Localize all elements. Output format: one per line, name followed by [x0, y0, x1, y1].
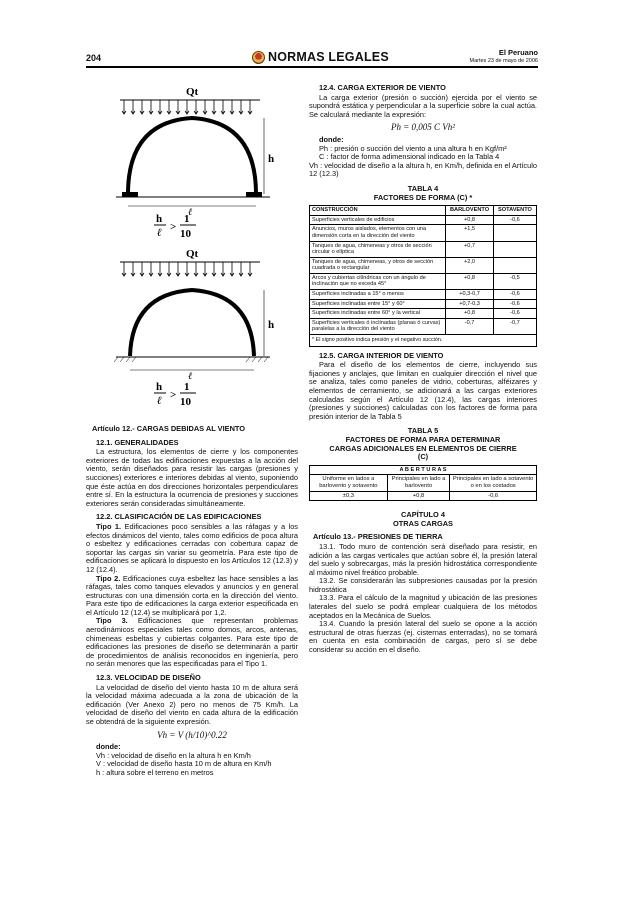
table-cell: +0,8 [446, 273, 494, 289]
table-cell: Superficies verticales ó inclinadas (planas ó curvas) paralelas a la dirección del viento [310, 318, 446, 334]
definition-h: h : altura sobre el terreno en metros [96, 767, 214, 777]
table-cell: Superficies inclinadas entre 60° y la vertical [310, 309, 446, 319]
ratio-rhs-numerator: 1 [184, 381, 190, 393]
paragraph-13-3: 13.3. Para el cálculo de la magnitud y ubicación de las presiones laterales del suelo se podrá emplear cualquiera de los métodos aceptados en la Mecánica de Suelos. [309, 593, 537, 620]
arch-diagram-1 [110, 84, 280, 242]
chapter-title: CAPÍTULO 4 [401, 510, 445, 520]
table-row [310, 241, 537, 257]
table-cell: -0,6 [493, 290, 536, 300]
definition-vh: Vh : velocidad de diseño a la altura h, en Km/h, definida en el Artículo 12 (12.3) [309, 160, 537, 179]
paragraph-13-1: 13.1. Todo muro de contención será diseñado para resistir, en adición a las cargas verticales que actúan sobre él, la presión lateral del suelo y sobrecargas, más la presión hidrostática correspondiente al máximo nivel freático probable. [309, 541, 537, 577]
paragraph-13-2: 13.2. Se considerarán las subpresiones causadas por la presión hidrostática [309, 576, 537, 594]
page-number: 204 [86, 53, 102, 63]
table-cell: Arcos y cubiertas cilíndricas con un ángulo de inclinación que no exceda 45° [310, 273, 446, 289]
table-cell: -0,7 [446, 318, 494, 334]
table-cell: +2,0 [446, 257, 494, 273]
ratio-rhs-denominator: 10 [180, 228, 191, 240]
table-row [310, 290, 537, 300]
tipo-2-label: Tipo 2. [96, 573, 121, 583]
table-4 [309, 205, 537, 335]
load-label: Qt [186, 86, 199, 98]
table-5-group-header: A B E R T U R A S [310, 465, 537, 475]
section-12-3-text: La velocidad de diseño del viento hasta 10 m de altura será la velocidad máxima adecuada a la zona de ubicación de la edificación (Ver Anexo 2) pero no menos de 75 Km/h. La velocidad de diseño del viento en cada altura de la edificación se obtendrá de la siguiente expresión. [86, 682, 298, 726]
left-column [86, 420, 298, 778]
table-4-header: BARLOVENTO [446, 206, 494, 216]
table-4-subtitle: FACTORES DE FORMA (C) * [373, 192, 473, 202]
right-column [309, 84, 537, 655]
tipo-1-text: Edificaciones poco sensibles a las ráfagas y a los efectos dinámicos del viento, tales como edificios de poca altura o esbeltez y edificaciones cerradas con cobertura capaz de soportar las cargas sin variar su geometría. Para este tipo de edificaciones se aplicará lo dispuesto en los Artículos 12 (12.3) y 12 (12.4). [86, 521, 299, 574]
tipo-3-paragraph [86, 617, 298, 669]
section-12-4-text: La carga exterior (presión o succión) ejercida por el viento se supondrá estática y perpendicular a la superficie sobre la cual actúa. Se calculará mediante la expresión: [309, 92, 537, 119]
arch-diagram-2 [110, 244, 280, 412]
table-cell: -0,6 [493, 299, 536, 309]
table-cell: +0,3-0,7 [446, 290, 494, 300]
pressure-formula: Ph = 0,005 C Vh² [390, 122, 456, 133]
page-header [86, 48, 538, 68]
paragraph-13-4: 13.4. Cuando la presión lateral del suelo se opone a la acción estructural de otras fuerzas (ej. cisternas enterradas), no se tomará en cuenta en esta combinación de cargas, pero sí se debe considerar su acción en el diseño. [309, 619, 537, 655]
table-cell: +0,8 [446, 215, 494, 225]
section-12-2-title: 12.2. CLASIFICACIÓN DE LAS EDIFICACIONES [96, 512, 262, 522]
section-12-5-title: 12.5. CARGA INTERIOR DE VIENTO [319, 350, 444, 360]
section-12-4-title: 12.4. CARGA EXTERIOR DE VIENTO [319, 83, 446, 92]
span-label: ℓ [188, 371, 193, 382]
chapter-subtitle: OTRAS CARGAS [393, 518, 453, 528]
table-4-note: * El signo positivo indica presión y el negativo succión. [309, 335, 537, 347]
section-12-1-title: 12.1. GENERALIDADES [96, 437, 179, 447]
ratio-denominator: ℓ [157, 395, 162, 407]
issue-date: Martes 23 de mayo de 2006 [469, 58, 538, 64]
table-5-header: Principales en lado a sotavento o en los costados [450, 475, 537, 491]
velocity-formula: Vh = V (h/10)^0.22 [157, 729, 227, 740]
height-label: h [268, 319, 275, 331]
article-12-title: Artículo 12.- CARGAS DEBIDAS AL VIENTO [92, 424, 246, 433]
section-12-1-text: La estructura, los elementos de cierre y los componentes exteriores de todas las edificaciones expuestas a la acción del viento, serán diseñados para resistir las cargas (presiones y succiones) exteriores e interiores debidas al viento, suponiendo que éste actúa en dos direcciones horizontales perpendiculares entre sí. En la estructura la ocurrencia de presiones y succiones exteriores serán consideradas simultáneamente. [86, 447, 298, 508]
span-label: ℓ [188, 207, 193, 218]
table-cell [493, 241, 536, 257]
svg-text:>: > [170, 221, 177, 233]
section-title: NORMAS LEGALES [268, 50, 389, 64]
ratio-rhs-denominator: 10 [180, 396, 191, 408]
newspaper-logo [252, 50, 389, 64]
table-5-subtitle: FACTORES DE FORMA PARA DETERMINAR CARGAS ADICIONALES EN ELEMENTOS DE CIERRE (C) [329, 434, 517, 462]
tipo-1-paragraph [86, 523, 298, 575]
tipo-3-label: Tipo 3. [96, 616, 128, 626]
ratio-rhs-numerator: 1 [184, 213, 190, 225]
tipo-1-label: Tipo 1. [96, 521, 122, 531]
load-label: Qt [186, 248, 199, 260]
table-5-header: Uniforme en lados a barlovento y sotavento [310, 475, 388, 491]
table-cell: -0,6 [493, 309, 536, 319]
paper-name: El Peruano [498, 48, 538, 57]
tipo-3-text: Edificaciones que representan problemas aerodinámicos especiales tales como domos, arcos, antenas, chimeneas esbeltas y cubiertas colgantes. Para este tipo de edificaciones las presiones de diseño se determinarán a partir de procedimientos de análisis reconocidos en ingeniería, pero no serán menores que las especificadas para el Tipo 1. [86, 616, 298, 669]
article-13-title: Artículo 13.- PRESIONES DE TIERRA [313, 532, 443, 542]
tipo-2-paragraph [86, 575, 298, 618]
table-row [310, 318, 537, 334]
table-cell: +1,5 [446, 225, 494, 241]
table-row [310, 225, 537, 241]
table-row [310, 299, 537, 309]
ratio-numerator: h [156, 213, 163, 225]
table-4-header: SOTAVENTO [493, 206, 536, 216]
table-cell: Superficies inclinadas entre 15° y 60° [310, 299, 446, 309]
table-5-title: TABLA 5 [407, 426, 439, 436]
table-4-title: TABLA 4 [407, 183, 439, 193]
section-12-3-title: 12.3. VELOCIDAD DE DISEÑO [96, 673, 201, 683]
table-cell: -0,7 [493, 318, 536, 334]
table-cell: Superficies verticales de edificios [310, 215, 446, 225]
tipo-2-text: Edificaciones cuya esbeltez las hace sensibles a las ráfagas, tales como tanques elevados y anuncios y en general estructuras con una dimensión corta en la dirección del viento. Para este tipo de edificaciones la carga exterior especificada en el Artículo 12 (12.4) se multiplicará por 1,2. [86, 573, 298, 617]
table-5 [309, 465, 537, 501]
table-row [310, 215, 537, 225]
table-row [310, 309, 537, 319]
table-cell: -0,6 [493, 215, 536, 225]
table-5-header: Principales en lado a barlovento [387, 475, 450, 491]
ratio-numerator: h [156, 381, 163, 393]
table-cell: +0,7 [446, 241, 494, 257]
paper-info [470, 48, 539, 66]
donde-label: donde: [96, 742, 121, 752]
table-cell [493, 225, 536, 241]
seal-icon [252, 51, 265, 64]
table-cell: Tanques de agua, chimeneas y otros de sección circular o elíptica [310, 241, 446, 257]
table-cell: Tanques de agua, chimeneas, y otros de sección cuadrada o rectangular [310, 257, 446, 273]
table-5-value: ±0,3 [310, 491, 388, 501]
table-5-value: +0,8 [387, 491, 450, 501]
table-cell: +0,7-0,3 [446, 299, 494, 309]
height-label: h [268, 153, 275, 165]
section-12-5-text: Para el diseño de los elementos de cierre, incluyendo sus fijaciones y anclajes, que limitan en cualquier dirección el nivel que se analiza, tales como paneles de vidrio, coberturas, alféizares y elementos de cerramiento, se adicionará a las cargas exteriores calculadas según el Artículo 12 (12.4), las cargas interiores (presiones y succiones) calculadas con los factores de forma para presión interior de la Tabla 5 [309, 360, 537, 421]
table-5-value: -0,6 [450, 491, 537, 501]
definition-ph: Ph : presión o succión del viento a una altura h en Kgf/m² [319, 143, 507, 153]
definition-vh: Vh : velocidad de diseño en la altura h en Km/h [96, 750, 251, 760]
table-cell: -0,5 [493, 273, 536, 289]
table-row [310, 273, 537, 289]
ratio-denominator: ℓ [157, 227, 162, 239]
table-cell: +0,8 [446, 309, 494, 319]
svg-text:>: > [170, 389, 177, 401]
definition-c: C : factor de forma adimensional indicado en la Tabla 4 [319, 152, 500, 162]
definition-v: V : velocidad de diseño hasta 10 m de altura en Km/h [96, 759, 272, 769]
table-cell [493, 257, 536, 273]
table-4-header: CONSTRUCCIÓN [310, 206, 446, 216]
donde-label: donde: [319, 134, 344, 144]
table-row [310, 257, 537, 273]
table-cell: Anuncios, muros aislados, elementos con una dimensión corta en la dirección del viento [310, 225, 446, 241]
table-cell: Superficies inclinadas a 15° o menos [310, 290, 446, 300]
